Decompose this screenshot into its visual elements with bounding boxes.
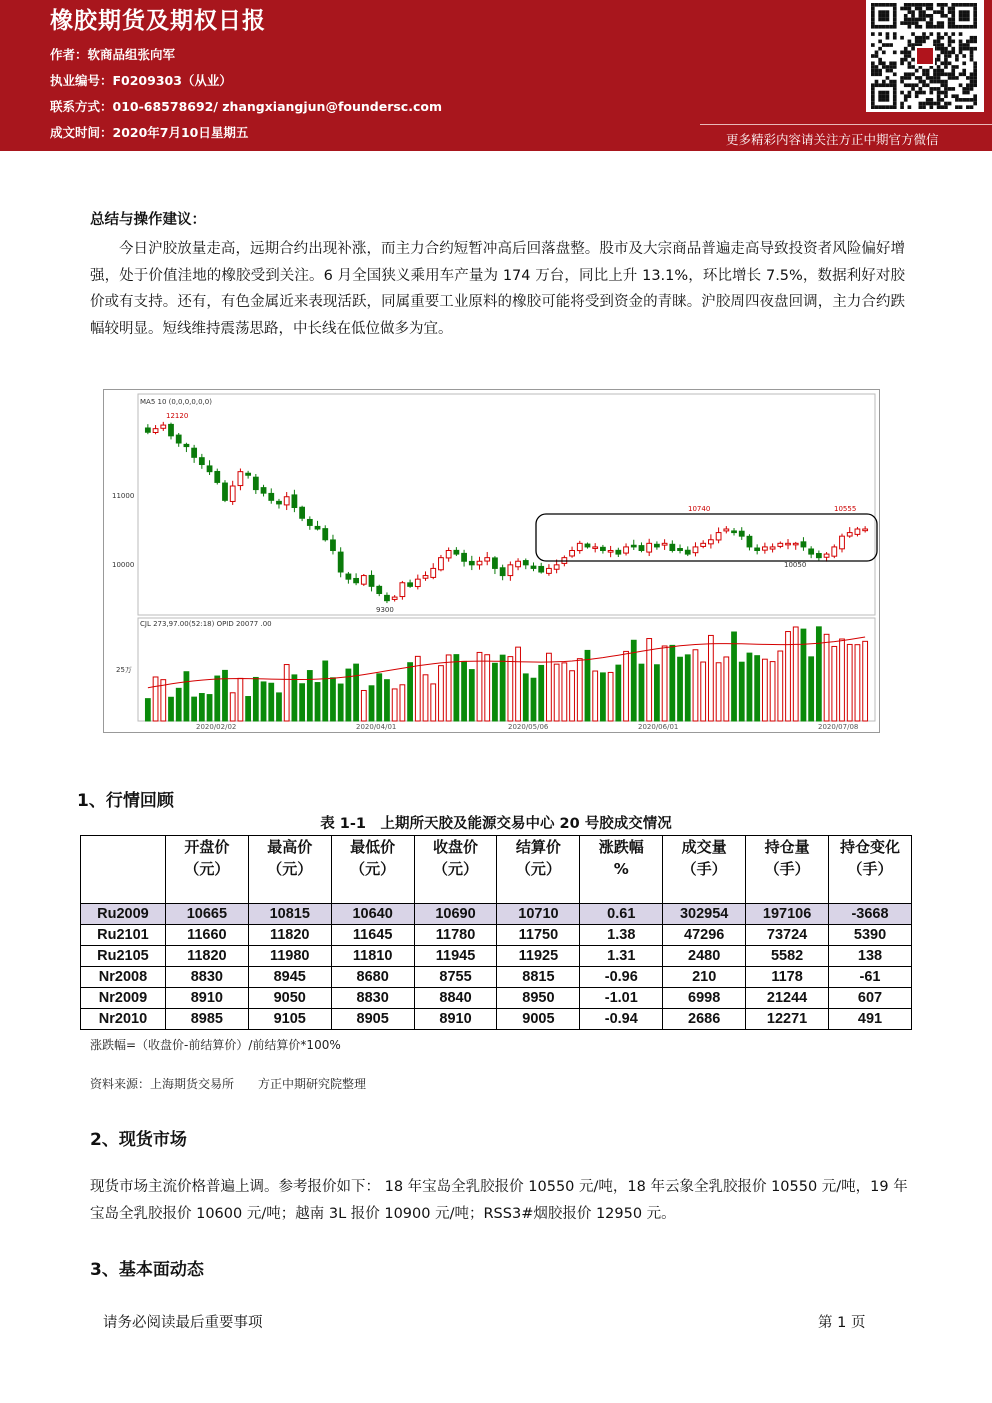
- value-cell: -1.01: [580, 988, 663, 1009]
- volume-bar: [153, 677, 158, 721]
- volume-bar: [847, 644, 852, 721]
- value-cell: 11925: [497, 946, 580, 967]
- volume-bar: [708, 635, 713, 721]
- candle-body: [693, 547, 698, 553]
- candle-body: [708, 540, 713, 544]
- value-cell: 2480: [663, 946, 746, 967]
- contract-cell: Ru2101: [81, 925, 166, 946]
- volume-bar: [238, 678, 243, 721]
- volume-bar: [523, 674, 528, 721]
- volume-bar: [230, 693, 235, 721]
- high-annotation: 12120: [166, 412, 189, 420]
- volume-legend: CJL 273,97.00(52:18) OPID 20077 .00: [140, 620, 272, 628]
- volume-bar: [832, 646, 837, 721]
- candle-body: [577, 543, 582, 550]
- license-line: 执业编号：F0209303（从业）: [50, 73, 232, 88]
- volume-bar: [408, 663, 413, 721]
- candle-body: [477, 561, 482, 565]
- section-heading-2: 2、现货市场: [90, 1130, 187, 1150]
- value-cell: 9105: [248, 1009, 331, 1030]
- wechat-note: 更多精彩内容请关注方正中期官方微信: [726, 132, 939, 147]
- volume-bar: [377, 674, 382, 721]
- volume-bar: [207, 695, 212, 721]
- candle-body: [485, 558, 490, 561]
- volume-bar: [601, 673, 606, 721]
- value-cell: 10710: [497, 904, 580, 925]
- y-tick-label: 11000: [112, 492, 135, 500]
- candle-body: [161, 425, 166, 428]
- volume-bar: [732, 632, 737, 721]
- volume-bar: [284, 665, 289, 721]
- volume-bar: [793, 627, 798, 721]
- volume-bar: [693, 650, 698, 721]
- candle-body: [261, 488, 266, 494]
- value-cell: -3668: [829, 904, 912, 925]
- recent-low-annotation: 10050: [784, 561, 807, 569]
- value-cell: 8985: [165, 1009, 248, 1030]
- table-caption: 表 1-1 上期所天胶及能源交易中心 20 号胶成交情况: [320, 816, 672, 832]
- volume-bar: [508, 657, 513, 721]
- candle-body: [508, 565, 513, 576]
- candle-body: [361, 576, 366, 585]
- candle-body: [670, 544, 675, 550]
- contract-cell: Nr2009: [81, 988, 166, 1009]
- volume-bar: [307, 671, 312, 721]
- volume-bar: [338, 684, 343, 721]
- candle-body: [277, 501, 282, 504]
- candle-body: [223, 483, 228, 500]
- table-row: [81, 1009, 912, 1030]
- value-cell: 210: [663, 967, 746, 988]
- value-cell: 0.61: [580, 904, 663, 925]
- value-cell: 1.38: [580, 925, 663, 946]
- candle-body: [816, 554, 821, 558]
- volume-bar: [269, 683, 274, 721]
- candle-body: [145, 428, 150, 432]
- volume-bar: [570, 671, 575, 721]
- summary-heading: 总结与操作建议：: [90, 212, 206, 228]
- volume-bar: [516, 647, 521, 721]
- volume-bar: [354, 664, 359, 721]
- candle-body: [284, 497, 289, 505]
- volume-bar: [261, 682, 266, 721]
- candle-body: [801, 542, 806, 547]
- candle-body: [392, 597, 397, 599]
- candle-body: [786, 543, 791, 545]
- candle-body: [863, 529, 868, 531]
- volume-bar: [439, 666, 444, 721]
- value-cell: 11645: [331, 925, 414, 946]
- volume-bar: [323, 661, 328, 721]
- value-cell: 21244: [746, 988, 829, 1009]
- value-cell: 491: [829, 1009, 912, 1030]
- candle-body: [778, 543, 783, 546]
- candle-body: [832, 547, 837, 556]
- candlestick-chart: [104, 390, 879, 732]
- volume-bar: [145, 699, 150, 721]
- candle-body: [547, 568, 552, 573]
- volume-bar: [577, 659, 582, 721]
- price-panel: [138, 394, 875, 615]
- volume-bar: [446, 655, 451, 721]
- candle-body: [570, 551, 575, 556]
- candle-body: [701, 543, 706, 546]
- value-cell: 9050: [248, 988, 331, 1009]
- value-cell: 8840: [414, 988, 497, 1009]
- table-row: [81, 988, 912, 1009]
- candle-body: [446, 551, 451, 558]
- volume-bar: [500, 655, 505, 721]
- value-cell: 9005: [497, 1009, 580, 1030]
- value-cell: -61: [829, 967, 912, 988]
- candle-body: [199, 458, 204, 465]
- header-cell: 持仓量 （手）: [746, 836, 829, 904]
- volume-bar: [755, 656, 760, 721]
- volume-bar: [192, 697, 197, 721]
- candle-body: [415, 579, 420, 586]
- candle-body: [655, 544, 660, 547]
- report-header: [0, 0, 992, 151]
- volume-bar: [454, 655, 459, 721]
- candle-body: [685, 550, 690, 554]
- table-row: [81, 904, 912, 925]
- table-header-row: [81, 836, 912, 904]
- volume-bar: [624, 651, 629, 721]
- section-heading-3: 3、基本面动态: [90, 1260, 204, 1280]
- candle-body: [554, 565, 559, 569]
- x-tick-label: 2020/04/01: [356, 723, 397, 731]
- candle-body: [462, 553, 467, 561]
- candle-body: [408, 583, 413, 586]
- candle-body: [824, 554, 829, 557]
- volume-bar: [277, 693, 282, 721]
- volume-bar: [223, 670, 228, 721]
- volume-bar: [593, 671, 598, 721]
- volume-bar: [539, 665, 544, 721]
- volume-bar: [462, 661, 467, 721]
- value-cell: 607: [829, 988, 912, 1009]
- volume-bar: [562, 663, 567, 721]
- value-cell: 11810: [331, 946, 414, 967]
- candle-body: [300, 507, 305, 518]
- peak-annotation: 10740: [688, 505, 711, 513]
- volume-bar: [199, 694, 204, 721]
- candle-body: [215, 471, 220, 482]
- candle-body: [423, 576, 428, 579]
- volume-bar: [176, 688, 181, 721]
- candle-body: [608, 551, 613, 553]
- volume-bar: [531, 678, 536, 721]
- candle-body: [238, 472, 243, 486]
- volume-bar: [855, 645, 860, 721]
- volume-bar: [747, 653, 752, 721]
- volume-bar: [809, 657, 814, 721]
- table-row: [81, 967, 912, 988]
- value-cell: 10690: [414, 904, 497, 925]
- volume-bar: [801, 629, 806, 721]
- volume-bar: [300, 684, 305, 721]
- value-cell: 10665: [165, 904, 248, 925]
- value-cell: 11780: [414, 925, 497, 946]
- table-row: [81, 946, 912, 967]
- trading-table: [80, 835, 912, 1030]
- volume-bar: [616, 665, 621, 721]
- volume-bar: [385, 680, 390, 721]
- volume-bar: [477, 652, 482, 721]
- candle-body: [253, 477, 258, 489]
- candle-body: [385, 595, 390, 600]
- header-cell: 收盘价 （元）: [414, 836, 497, 904]
- candle-body: [624, 547, 629, 553]
- candle-body: [230, 486, 235, 501]
- candle-body: [331, 540, 336, 551]
- header-cell: 最低价 （元）: [331, 836, 414, 904]
- value-cell: 11820: [165, 946, 248, 967]
- candle-body: [292, 495, 297, 508]
- volume-bar: [701, 662, 706, 721]
- value-cell: 8830: [165, 967, 248, 988]
- header-cell: 成交量 （手）: [663, 836, 746, 904]
- value-cell: 73724: [746, 925, 829, 946]
- page-number: 第 1 页: [818, 1315, 866, 1331]
- candle-body: [307, 519, 312, 525]
- volume-bar: [608, 672, 613, 721]
- value-cell: 6998: [663, 988, 746, 1009]
- price-legend: MA5 10 (0,0,0,0,0,0): [140, 398, 212, 406]
- volume-bar: [770, 662, 775, 721]
- volume-bar: [215, 676, 220, 721]
- x-tick-label: 2020/07/08: [818, 723, 859, 731]
- volume-bar: [778, 651, 783, 721]
- y-tick-label: 10000: [112, 561, 135, 569]
- volume-bar: [824, 634, 829, 721]
- author-line: 作者：软商品组张向军: [50, 47, 176, 62]
- value-cell: 5390: [829, 925, 912, 946]
- volume-bar: [840, 639, 845, 721]
- candle-body: [762, 547, 767, 550]
- header-cell: 持仓变化 （手）: [829, 836, 912, 904]
- table-row: [81, 925, 912, 946]
- volume-bar: [554, 664, 559, 721]
- value-cell: 8755: [414, 967, 497, 988]
- volume-tick-label: 25万: [116, 666, 132, 674]
- contract-cell: Ru2009: [81, 904, 166, 925]
- candle-body: [601, 547, 606, 550]
- formula-note: 涨跌幅=（收盘价-前结算价）/前结算价*100%: [90, 1038, 341, 1052]
- candle-body: [323, 529, 328, 540]
- value-cell: 11750: [497, 925, 580, 946]
- candle-body: [192, 448, 197, 457]
- value-cell: 8680: [331, 967, 414, 988]
- volume-bar: [863, 641, 868, 721]
- candle-body: [454, 550, 459, 554]
- volume-bar: [739, 662, 744, 721]
- value-cell: 10815: [248, 904, 331, 925]
- volume-bar: [253, 677, 258, 721]
- volume-bar: [331, 678, 336, 721]
- candle-body: [647, 543, 652, 552]
- value-cell: 1178: [746, 967, 829, 988]
- volume-bar: [585, 650, 590, 721]
- value-cell: -0.94: [580, 1009, 663, 1030]
- x-tick-label: 2020/02/02: [196, 723, 237, 731]
- value-cell: 8815: [497, 967, 580, 988]
- candle-body: [855, 529, 860, 534]
- low-annotation: 9300: [376, 606, 394, 614]
- candle-body: [184, 444, 189, 446]
- candle-body: [153, 429, 158, 433]
- volume-bar: [485, 655, 490, 721]
- candle-body: [354, 578, 359, 582]
- volume-bar: [369, 686, 374, 721]
- footer-notice: 请务必阅读最后重要事项: [103, 1315, 263, 1331]
- value-cell: 8905: [331, 1009, 414, 1030]
- value-cell: 1.31: [580, 946, 663, 967]
- value-cell: 5582: [746, 946, 829, 967]
- volume-bar: [431, 684, 436, 721]
- candle-body: [338, 552, 343, 572]
- candle-body: [531, 566, 536, 568]
- value-cell: 8945: [248, 967, 331, 988]
- candle-body: [169, 424, 174, 435]
- candle-body: [585, 544, 590, 547]
- date-line: 成文时间：2020年7月10日星期五: [50, 125, 249, 140]
- value-cell: 47296: [663, 925, 746, 946]
- price-chart: [103, 389, 880, 733]
- candle-body: [662, 543, 667, 545]
- summary-paragraph: 今日沪胶放量走高，远期合约出现补涨，而主力合约短暂冲高后回落盘整。股市及大宗商品普遍走高导致投资者风险偏好增强，处于价值洼地的橡胶受到关注。6 月全国狭义乘用车产量为 174 万台，同比上升 13.1%，环比增长 7.5%，数据利好对胶价或有支持。还有，有色金属近来表现活跃，同属重要工业原料的橡胶可能将受到资金的青睐。沪胶周四夜盘回调，主力合约跌幅较明显。短线维持震荡思路，中长线在低位做多为宜。: [90, 241, 905, 337]
- header-cell: 开盘价 （元）: [165, 836, 248, 904]
- spot-paragraph: 现货市场主流价格普遍上调。参考报价如下： 18 年宝岛全乳胶报价 10550 元/吨，18 年云象全乳胶报价 10550 元/吨，19 年宝岛全乳胶报价 10600 元/吨；越南 3L 报价 10900 元/吨；RSS3#烟胶报价 12950 元。: [90, 1179, 908, 1222]
- candle-body: [724, 529, 729, 531]
- value-cell: 11820: [248, 925, 331, 946]
- candle-body: [809, 549, 814, 554]
- header-cell: 涨跌幅 %: [580, 836, 663, 904]
- qr-code-icon: [866, 0, 984, 112]
- value-cell: 2686: [663, 1009, 746, 1030]
- volume-bar: [685, 655, 690, 721]
- candle-body: [793, 543, 798, 545]
- candle-body: [176, 435, 181, 443]
- volume-bar: [762, 659, 767, 721]
- value-cell: 11980: [248, 946, 331, 967]
- candle-body: [523, 561, 528, 565]
- value-cell: 11660: [165, 925, 248, 946]
- section-heading-1: 1、行情回顾: [77, 791, 174, 811]
- source-note: 资料来源：上海期货交易所 方正中期研究院整理: [90, 1077, 367, 1091]
- candle-body: [431, 568, 436, 577]
- x-tick-label: 2020/05/06: [508, 723, 549, 731]
- volume-bar: [639, 664, 644, 721]
- volume-bar: [724, 657, 729, 721]
- candle-body: [770, 547, 775, 549]
- candle-body: [616, 550, 621, 554]
- volume-bar: [493, 663, 498, 721]
- volume-bar: [547, 653, 552, 721]
- volume-bar: [670, 645, 675, 721]
- contract-cell: Nr2008: [81, 967, 166, 988]
- report-title: 橡胶期货及期权日报: [50, 8, 266, 34]
- value-cell: -0.96: [580, 967, 663, 988]
- value-cell: 8910: [414, 1009, 497, 1030]
- candle-body: [747, 536, 752, 547]
- volume-bar: [400, 685, 405, 721]
- candle-body: [500, 568, 505, 576]
- header-cell: [81, 836, 166, 904]
- volume-bar: [169, 697, 174, 721]
- candle-body: [516, 561, 521, 567]
- candle-body: [639, 546, 644, 551]
- candle-body: [246, 473, 251, 475]
- value-cell: 11945: [414, 946, 497, 967]
- candle-body: [593, 547, 598, 549]
- candle-body: [369, 575, 374, 586]
- volume-bar: [662, 646, 667, 721]
- volume-bar: [361, 690, 366, 721]
- value-cell: 10640: [331, 904, 414, 925]
- candle-body: [439, 558, 444, 570]
- volume-bar: [423, 675, 428, 721]
- header-cell: 最高价 （元）: [248, 836, 331, 904]
- volume-bar: [678, 657, 683, 721]
- contact-line: 联系方式：010-68578692/ zhangxiangjun@foundersc.com: [50, 99, 442, 114]
- candle-body: [840, 536, 845, 549]
- volume-bar: [184, 672, 189, 721]
- volume-bar: [647, 639, 652, 721]
- recent-high-annotation: 10555: [834, 505, 857, 513]
- value-cell: 12271: [746, 1009, 829, 1030]
- candle-body: [315, 526, 320, 529]
- volume-bar: [469, 670, 474, 721]
- value-cell: 138: [829, 946, 912, 967]
- volume-bar: [716, 663, 721, 721]
- candle-body: [269, 493, 274, 500]
- contract-cell: Nr2010: [81, 1009, 166, 1030]
- volume-bar: [392, 689, 397, 721]
- volume-bar: [246, 697, 251, 721]
- value-cell: 197106: [746, 904, 829, 925]
- candle-body: [346, 574, 351, 579]
- value-cell: 8950: [497, 988, 580, 1009]
- volume-bar: [315, 683, 320, 721]
- candle-body: [847, 533, 852, 536]
- x-tick-label: 2020/06/01: [638, 723, 679, 731]
- volume-bar: [655, 665, 660, 721]
- candle-body: [469, 561, 474, 564]
- candle-body: [400, 583, 405, 597]
- candle-body: [631, 545, 636, 547]
- candle-body: [207, 466, 212, 472]
- candle-body: [493, 558, 498, 568]
- candle-body: [716, 533, 721, 540]
- candle-body: [539, 566, 544, 572]
- value-cell: 8910: [165, 988, 248, 1009]
- volume-bar: [292, 675, 297, 721]
- value-cell: 8830: [331, 988, 414, 1009]
- candle-body: [755, 548, 760, 550]
- value-cell: 302954: [663, 904, 746, 925]
- candle-body: [377, 586, 382, 593]
- candle-body: [732, 531, 737, 533]
- header-cell: 结算价 （元）: [497, 836, 580, 904]
- candle-body: [678, 549, 683, 551]
- candle-body: [739, 531, 744, 536]
- contract-cell: Ru2105: [81, 946, 166, 967]
- volume-bar: [816, 627, 821, 721]
- header-rule: [700, 124, 992, 125]
